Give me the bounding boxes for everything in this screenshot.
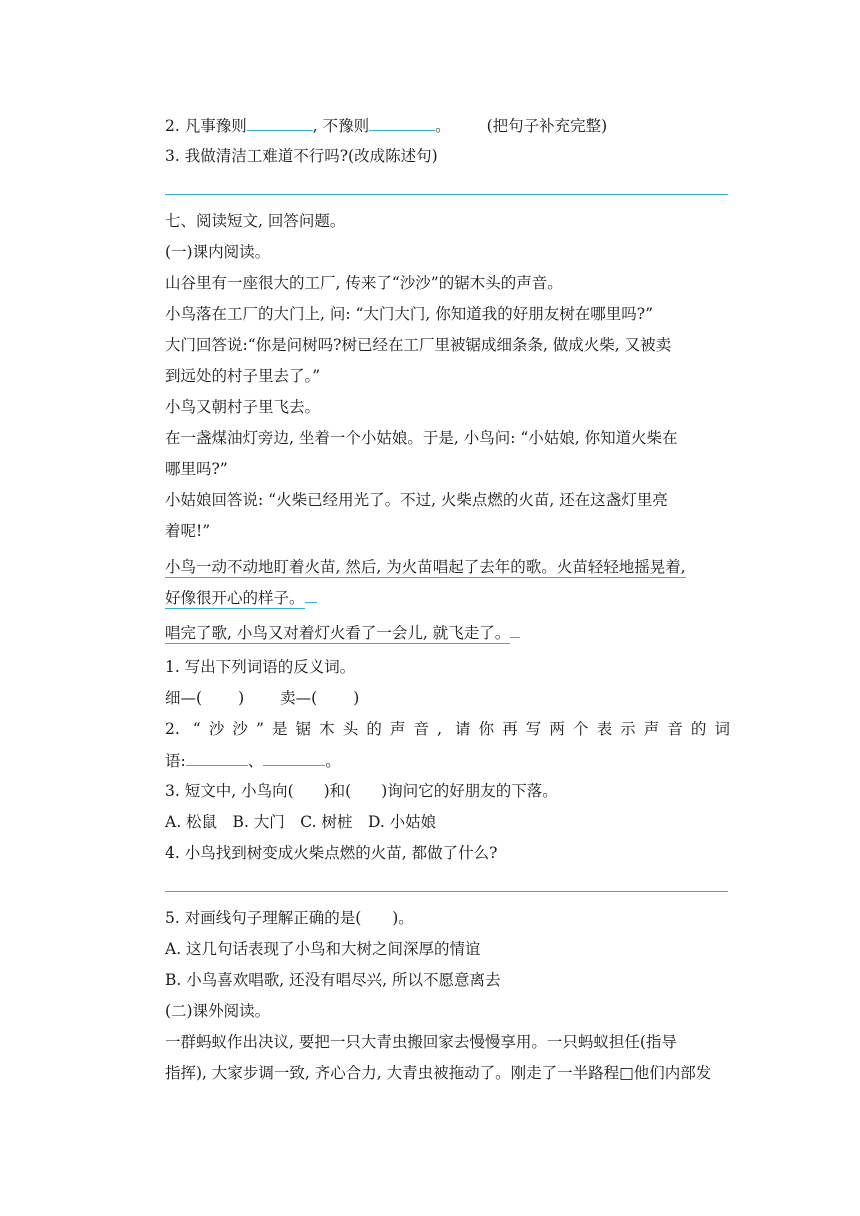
passage-paragraph: 小姑娘回答说: “火柴已经用光了。不过, 火柴点燃的火苗, 还在这盏灯里亮 bbox=[165, 491, 668, 509]
passage-paragraph: 在一盏煤油灯旁边, 坐着一个小姑娘。于是, 小鸟问: “小姑娘, 你知道火柴在 bbox=[165, 429, 678, 447]
passage-paragraph: 大门回答说:“你是问树吗?树已经在工厂里被锯成细条条, 做成火柴, 又被卖 bbox=[165, 336, 672, 354]
answer-blank[interactable] bbox=[369, 114, 435, 131]
answer-line[interactable] bbox=[165, 194, 728, 195]
underlined-sentence: 小鸟一动不动地盯着火苗, 然后, 为火苗唱起了去年的歌。火苗轻轻地摇晃着, bbox=[165, 558, 686, 576]
section-title: 七、阅读短文, 回答问题。 bbox=[165, 212, 346, 230]
passage-paragraph-cont: 着呢!” bbox=[165, 522, 211, 540]
part-2-title: (二)课外阅读。 bbox=[165, 1002, 271, 1020]
question-5-option-b[interactable]: B. 小鸟喜欢唱歌, 还没有唱尽兴, 所以不愿意离去 bbox=[165, 971, 501, 989]
answer-blank[interactable] bbox=[263, 749, 325, 766]
underlined-sentence: 唱完了歌, 小鸟又对着灯火看了一会儿, 就飞走了。 bbox=[165, 622, 730, 644]
question-3: 3. 短文中, 小鸟向( )和( )询问它的好朋友的下落。 bbox=[165, 782, 558, 800]
passage-paragraph-cont: 指挥), 大家步调一致, 齐心合力, 大青虫被拖动了。刚走了一半路程□他们内部发 bbox=[165, 1064, 712, 1082]
question-2-fill-sentence: 2. 凡事豫则 , 不豫则 。 (把句子补充完整) bbox=[165, 114, 730, 137]
passage-paragraph: 小鸟落在工厂的大门上, 问: “大门大门, 你知道我的好朋友树在哪里吗?” bbox=[165, 305, 654, 323]
answer-blank[interactable] bbox=[186, 749, 248, 766]
part-1-title: (一)课内阅读。 bbox=[165, 243, 271, 261]
passage-paragraph: 一群蚂蚁作出决议, 要把一只大青虫搬回家去慢慢享用。一只蚂蚁担任(指导 bbox=[165, 1033, 677, 1051]
question-1-antonyms: 细—( ) 卖—( ) bbox=[165, 689, 360, 707]
question-4: 4. 小鸟找到树变成火柴点燃的火苗, 都做了什么? bbox=[165, 844, 498, 862]
question-hint: (把句子补充完整) bbox=[486, 117, 608, 135]
passage-paragraph-cont: 到远处的村子里去了。” bbox=[165, 367, 321, 385]
passage-paragraph-cont: 哪里吗?” bbox=[165, 460, 228, 478]
passage-paragraph: 山谷里有一座很大的工厂, 传来了“沙沙”的锯木头的声音。 bbox=[165, 274, 563, 292]
answer-line[interactable] bbox=[165, 891, 728, 892]
question-5-option-a[interactable]: A. 这几句话表现了小鸟和大树之间深厚的情谊 bbox=[165, 940, 481, 958]
question-3-options: A. 松鼠 B. 大门 C. 树桩 D. 小姑娘 bbox=[165, 813, 437, 831]
question-5: 5. 对画线句子理解正确的是( )。 bbox=[165, 909, 414, 927]
question-1: 1. 写出下列词语的反义词。 bbox=[165, 658, 356, 676]
passage-paragraph: 小鸟又朝村子里飞去。 bbox=[165, 398, 321, 416]
underlined-sentence: 好像很开心的样子。 bbox=[165, 587, 730, 609]
question-2: 2. “沙沙”是锯木头的声音, 请你再写两个表示声音的词 bbox=[165, 720, 730, 738]
answer-blank[interactable] bbox=[247, 114, 313, 131]
question-2-answer: 语: 、 。 bbox=[165, 749, 730, 772]
question-3-rewrite: 3. 我做清洁工难道不行吗?(改成陈述句) bbox=[165, 147, 438, 165]
